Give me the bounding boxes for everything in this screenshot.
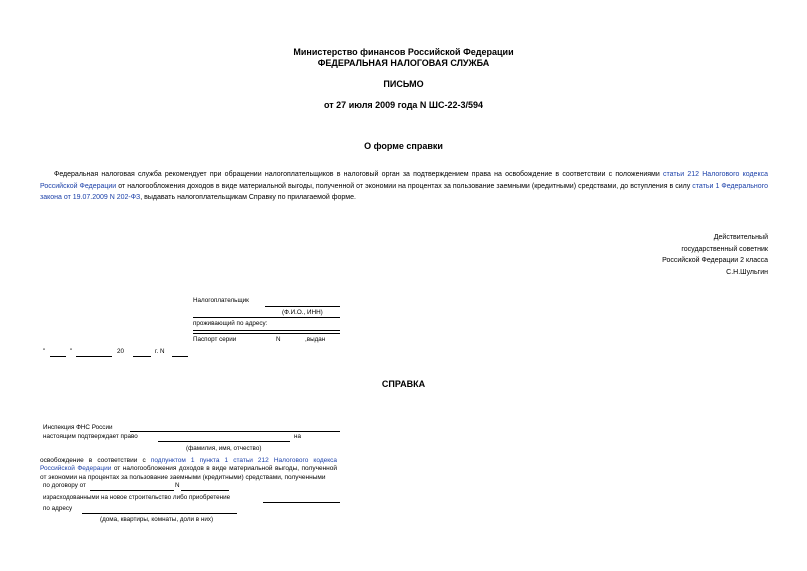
- spent-on-label: израсходованными на новое строительство либо приобретение: [43, 494, 231, 501]
- signature-block: [662, 232, 768, 278]
- passport-issued-label: ,выдан: [305, 336, 326, 343]
- property-address-caption: (дома, квартиры, комнаты, доли в них): [100, 516, 214, 523]
- on-label: на: [294, 433, 301, 440]
- number-line: [172, 356, 188, 357]
- body-text-middle: от налогообложения доходов в виде материальной выгоды, полученной от экономии на процентах за пользование заемными (кредитными) средствами, до вступления в силу: [116, 182, 693, 190]
- date-year-line: [133, 356, 151, 357]
- tax-code-article-212-link[interactable]: статьи 212 Налогового кодекса Российской Федерации: [40, 171, 768, 190]
- address-field-line-1: [193, 330, 340, 331]
- contract-number-label: N: [175, 482, 180, 489]
- address-field-line-2: [193, 333, 340, 334]
- signature-title-1: Действительный: [713, 234, 768, 241]
- tax-code-subclause-link[interactable]: подпунктом 1 пункта 1 статьи 212 Налогового кодекса Российской Федерации: [40, 457, 338, 473]
- date-day-line: [50, 356, 66, 357]
- fio-inn-caption: (Ф.И.О., ИНН): [282, 309, 323, 316]
- date-year-suffix: г. N: [155, 348, 165, 355]
- document-date-number: от 27 июля 2009 года N ШС-22-3/594: [324, 100, 483, 110]
- signature-title-3: Российской Федерации 2 класса: [662, 257, 768, 264]
- fullname-field-line: [158, 441, 290, 442]
- exemption-text-end: от налогообложения доходов в виде материальной выгоды, полученной от экономии на процентах за пользование заемными (кредитными) средствами, полученными: [40, 465, 337, 481]
- signatory-name: С.Н.Шульгин: [726, 268, 768, 276]
- confirms-right-label: настоящим подтверждает право: [43, 433, 138, 440]
- ministry-name: Министерство финансов Российской Федерации: [293, 47, 514, 57]
- exemption-text-start: освобождение в соответствии с: [40, 457, 151, 464]
- letter-body-paragraph: [40, 169, 768, 204]
- taxpayer-label: Налогоплательщик: [193, 297, 249, 304]
- contract-number-line: [181, 490, 229, 491]
- contract-date-line: [90, 490, 174, 491]
- inspection-label: Инспекция ФНС России: [43, 424, 113, 431]
- body-text-start: Федеральная налоговая служба рекомендует при обращении налогоплательщиков в налоговый орган за подтверждением права на освобождение в соответствии с положениями: [54, 171, 663, 178]
- address-label: проживающий по адресу:: [193, 320, 268, 327]
- taxpayer-field-line: [265, 306, 340, 307]
- passport-number-label: N: [276, 336, 281, 343]
- fullname-caption: (фамилия, имя, отчество): [186, 445, 262, 452]
- inspection-field-line: [130, 431, 340, 432]
- certificate-title: СПРАВКА: [381, 379, 426, 389]
- exemption-paragraph: [40, 457, 337, 482]
- date-month-line: [76, 356, 112, 357]
- document-type: ПИСЬМО: [383, 79, 424, 89]
- federal-law-202-link[interactable]: статьи 1 Федерального закона от 19.07.2009 N 202-ФЗ: [40, 182, 768, 201]
- body-text-end: , выдавать налогоплательщикам Справку по прилагаемой форме.: [140, 194, 356, 201]
- property-address-line: [82, 513, 237, 514]
- passport-series-label: Паспорт серии: [193, 336, 237, 343]
- property-address-label: по адресу: [43, 505, 73, 512]
- signature-title-2: государственный советник: [681, 245, 768, 253]
- date-quote-close: ": [70, 348, 73, 355]
- spent-on-field-line: [263, 502, 340, 503]
- date-quote-open: ": [43, 348, 46, 355]
- date-year-prefix: 20: [117, 348, 125, 355]
- document-subject: О форме справки: [364, 141, 443, 151]
- service-name: ФЕДЕРАЛЬНАЯ НАЛОГОВАЯ СЛУЖБА: [317, 58, 490, 68]
- contract-date-label: по договору от: [43, 482, 86, 489]
- fio-field-line: [193, 317, 340, 318]
